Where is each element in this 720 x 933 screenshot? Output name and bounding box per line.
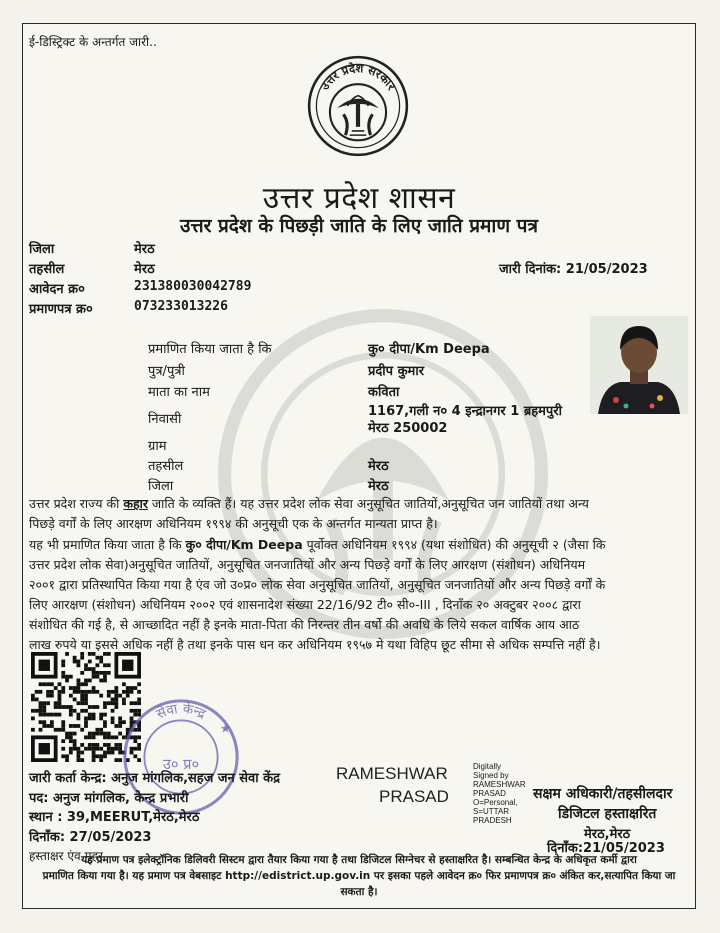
tehsil-label: तहसील [29,262,65,277]
authority-date: दिनाँक:21/05/2023 [547,841,665,856]
issuing-centre: जारी कर्ता केन्द्र: अनुज मांगलिक,सहज जन सेवा केंद्र [29,771,281,786]
district-value: मेरठ [134,242,155,257]
dsig-line: O=Personal, [473,798,518,807]
dsig-line: PRASAD [473,789,506,798]
digital-signer-name: RAMESHWAR [336,764,448,783]
p2-holder-name: कु० दीपा/Km Deepa [185,537,303,552]
stamp-text-1: सेवा केन्द्र [154,701,208,723]
applicant-photo [590,316,688,414]
issuer-date: दिनाँक: 27/05/2023 [29,830,152,845]
issuer-post: पद: अनुज मांगलिक, केन्द्र प्रभारी [29,791,189,806]
dsig-line: RAMESHWAR [473,780,526,789]
p2-line-2: उत्तर प्रदेश लोक सेवा)अनुसूचित जातियों, अनुसूचित जनजातियों और अन्य पिछड़े वर्गों के लिए आरक्षण (संशोधन) अधिनियम [29,557,586,572]
caste-paragraph [29,494,681,534]
resident-label: निवासी [148,412,182,427]
up-government-emblem-icon [306,54,410,158]
details-tehsil-label: तहसील [148,459,184,474]
p2-text-a: यह भी प्रमाणित किया जाता है कि [29,537,186,552]
application-number: 231380030042789 [134,279,252,294]
stamp-text-2: उ० प्र० [162,756,200,774]
tehsil-value: मेरठ [134,262,155,277]
details-district-value: मेरठ [368,479,389,494]
certificate [22,23,696,909]
issue-date [499,259,648,277]
footer-line-2: प्रमाणित किया गया है। यह प्रमाण पत्र वेबसाइट http://edistrict.up.gov.in पर इसका पहले आवेदन क्र० फिर प्रमाणपत्र क्र० अंकित कर,सत्यापित किया जा [42,870,676,882]
application-label: आवेदन क्र० [29,282,85,297]
page-title: उत्तर प्रदेश शासन [262,181,456,216]
p2-line-5: संशोधित की गई है, से आच्छादित नहीं है इनके माता-पिता की निरन्तर तीन वर्षो की अवधि के लिये सकल वार्षिक आय आठ [29,617,580,632]
child-of-label: पुत्र/पुत्री [148,364,185,379]
p1-text-a: उत्तर प्रदेश राज्य की [29,496,124,511]
mother-name: कविता [368,385,400,400]
issue-date-value: 21/05/2023 [565,262,648,277]
footer-note [31,852,687,900]
p2-line-4: लिए आरक्षण (संशोधन) अधिनियम २००२ एवं शासनादेश संख्या 22/16/92 टी० सी०-III , दिनाँक २० अक्टुबर २००८ द्वारा [29,597,581,612]
stamp-star-icon: ★ [220,721,231,736]
issue-date-label: जारी दिनांक: [499,262,562,277]
issuer-place: स्थान : 39,MEERUT,मेरठ,मेरठ [29,810,200,825]
certify-label: प्रमाणित किया जाता है कि [148,342,272,357]
digital-signer-name-2: PRASAD [379,787,449,806]
certificate-subtitle: उत्तर प्रदेश के पिछड़ी जाति के लिए जाति प्रमाण पत्र [180,215,538,237]
digital-signature-details [473,762,526,825]
sign-seal-note: हस्ताक्षर एंव मुहर [29,849,103,863]
authority-place: मेरठ,मेरठ [584,827,631,842]
village-label: ग्राम [148,439,167,454]
certification-paragraph [29,535,681,655]
emblem-text: उत्तर प्रदेश सरकार [317,61,399,93]
father-name: प्रदीप कुमार [368,364,425,379]
certificate-number: 073233013226 [134,299,228,314]
footer-line-3: सकता है। [340,886,378,898]
p2-line-6: लाख रुपये या इससे अधिक नहीं है तथा इनके पास धन कर अधिनियम १९५७ मे यथा विहिप छूट सीमा से अधिक सम्पत्ति नहीं है। [29,637,601,652]
authority-title: सक्षम अधिकारी/तहसीलदार [533,786,673,802]
holder-name: कु० दीपा/Km Deepa [368,342,490,357]
p2-line-3: २००१ द्वारा प्रतिस्थापित किया गया है एंव जो उ०प्र० लोक सेवा अनुसूचित जातियों, अनुसूचित जनजातियों और अन्य पिछड़े वर्गों के [29,577,606,592]
dsig-line: S=UTTAR [473,807,510,816]
address-line-1: 1167,गली न० 4 इन्द्रानगर 1 ब्रहमपुरी [368,404,563,419]
dsig-line: PRADESH [473,816,512,825]
p2-text-b: पूर्वोक्त अधिनियम १९९४ (यथा संशोधित) की अनुसूची २ (जैसा कि [302,537,606,552]
footer-line-1: यह प्रमाण पत्र इलेक्ट्रॉनिक डिलिवरी सिस्टम द्वारा तैयार किया गया है तथा डिजिटल सिग्नेचर से हस्ताक्षरित है। सम्बन्धित केन्द्र के अधिकृत कर्मी द्वारा [81,854,637,866]
mother-label: माता का नाम [148,385,210,400]
p1-line-2: पिछड़े वर्गों के लिए आरक्षण अधिनियम १९९४ की अनुसूची एक के अन्तर्गत मान्यता प्राप्त है। [29,516,438,531]
dsig-line: Digitally [473,762,502,771]
top-note: ई-डिस्ट्रिक्ट के अन्तर्गत जारी.. [29,35,157,49]
p1-text-b: जाति के व्यक्ति हैं। यह उत्तर प्रदेश लोक सेवा अनुसूचित जातियों,अनुसूचित जन जातियों तथा अन्य [147,496,589,511]
dsig-line: Signed by [473,771,509,780]
caste-name: कहार [123,496,148,511]
certificate-number-label: प्रमाणपत्र क्र० [29,302,93,317]
address-line-2: मेरठ 250002 [368,421,448,436]
authority-signature: डिजिटल हस्ताक्षरित [558,806,657,822]
details-tehsil-value: मेरठ [368,459,389,474]
details-district-label: जिला [148,479,174,494]
district-label: जिला [29,242,55,257]
